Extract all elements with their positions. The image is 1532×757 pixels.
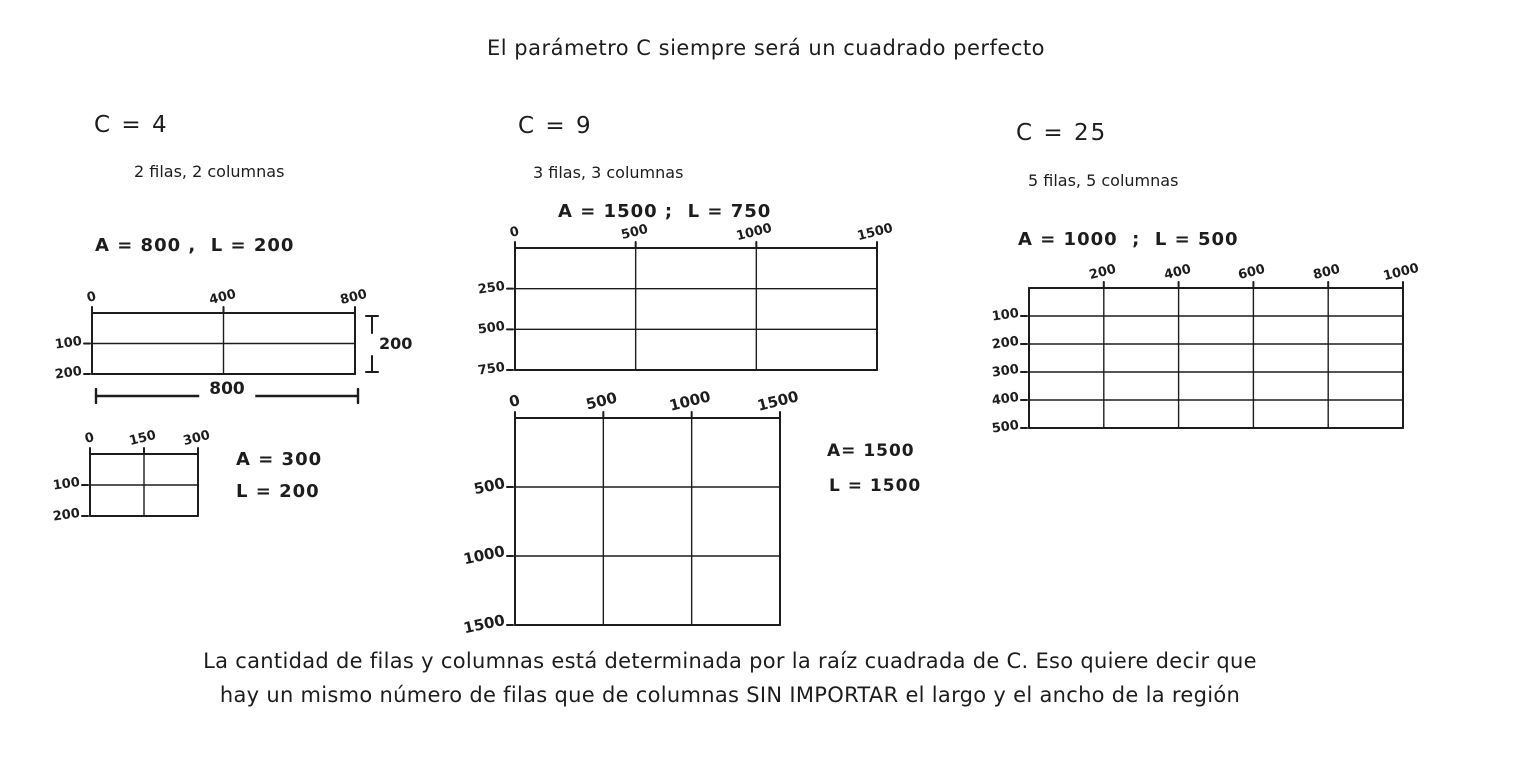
x-tick-label: 0 (83, 430, 96, 447)
height-dimension-label: 200 (379, 334, 413, 354)
y-tick-label: 200 (53, 363, 83, 383)
example-c4-params: A = 800 , L = 200 (95, 235, 295, 256)
x-tick-label: 1500 (855, 220, 895, 245)
y-tick-label: 200 (990, 333, 1020, 353)
grid-lines (1029, 288, 1403, 428)
x-tick-label: 500 (584, 388, 620, 414)
example-c25-params: A = 1000 ; L = 500 (1018, 229, 1239, 250)
x-tick-label: 0 (507, 391, 522, 411)
grid-c9-square-area-label: A= 1500 (827, 441, 915, 461)
y-tick-label: 300 (990, 361, 1020, 381)
x-tick-label: 600 (1237, 261, 1268, 284)
grid-lines (92, 313, 355, 374)
grid-c4-width-dimension (94, 378, 360, 404)
x-tick-label: 1500 (755, 387, 801, 415)
width-dimension-label: 800 (199, 379, 255, 399)
grid-c4-small-area-label: A = 300 (236, 449, 323, 470)
grid-lines (515, 418, 780, 625)
footer-note-line2: hay un mismo número de filas que de columnas SIN IMPORTAR el largo y el ancho de la región (219, 683, 1241, 707)
example-c25-rows-cols: 5 filas, 5 columnas (1028, 171, 1179, 190)
grid-lines (90, 454, 198, 516)
y-tick-label: 500 (476, 319, 506, 338)
grid-c9-square-length-label: L = 1500 (829, 476, 922, 496)
footer-note-line1: La cantidad de filas y columnas está determinada por la raíz cuadrada de C. Eso quiere decir que (203, 649, 1257, 673)
x-tick-label: 1000 (1381, 260, 1421, 285)
x-tick-label: 400 (207, 286, 238, 309)
y-tick-label: 100 (51, 474, 81, 494)
grid-c4-height-dimension (364, 314, 413, 374)
page-title: El parámetro C siempre será un cuadrado perfecto (487, 36, 1045, 60)
grid-c25-rect (990, 260, 1421, 437)
y-tick-label: 250 (476, 278, 506, 298)
grid-c9-wide (476, 220, 895, 379)
x-tick-label: 150 (127, 427, 158, 450)
x-tick-label: 1000 (667, 387, 713, 415)
x-tick-label: 400 (1162, 261, 1193, 284)
y-tick-label: 500 (990, 417, 1020, 437)
y-tick-label: 200 (51, 505, 81, 525)
grid-c4-small (51, 427, 212, 525)
example-c9-params: A = 1500 ; L = 750 (558, 201, 772, 222)
y-tick-label: 500 (472, 474, 507, 499)
grid-lines (515, 248, 877, 370)
x-tick-label: 0 (85, 289, 98, 306)
example-c9-rows-cols: 3 filas, 3 columnas (533, 163, 684, 182)
x-tick-label: 300 (181, 427, 212, 450)
y-tick-label: 100 (990, 305, 1020, 325)
grid-c9-square (461, 387, 801, 638)
example-c25-label: C = 25 (1016, 120, 1108, 146)
x-tick-label: 0 (508, 224, 521, 241)
y-tick-label: 100 (53, 333, 83, 353)
y-tick-label: 1000 (461, 541, 507, 569)
example-c9-label: C = 9 (518, 113, 593, 139)
x-tick-label: 800 (1311, 261, 1342, 284)
footer-note (140, 644, 1320, 712)
y-tick-label: 1500 (461, 610, 507, 638)
x-tick-label: 200 (1087, 261, 1118, 284)
y-tick-label: 750 (476, 359, 506, 379)
example-c4-label: C = 4 (94, 112, 169, 138)
grid-c4-rect (53, 286, 369, 383)
height-dimension-lines (364, 314, 380, 374)
grid-c4-small-length-label: L = 200 (236, 481, 320, 502)
x-tick-label: 1000 (735, 220, 774, 245)
y-tick-label: 400 (990, 389, 1020, 409)
x-tick-label: 800 (338, 286, 369, 309)
example-c4-rows-cols: 2 filas, 2 columnas (134, 162, 285, 181)
x-tick-label: 500 (619, 221, 650, 244)
